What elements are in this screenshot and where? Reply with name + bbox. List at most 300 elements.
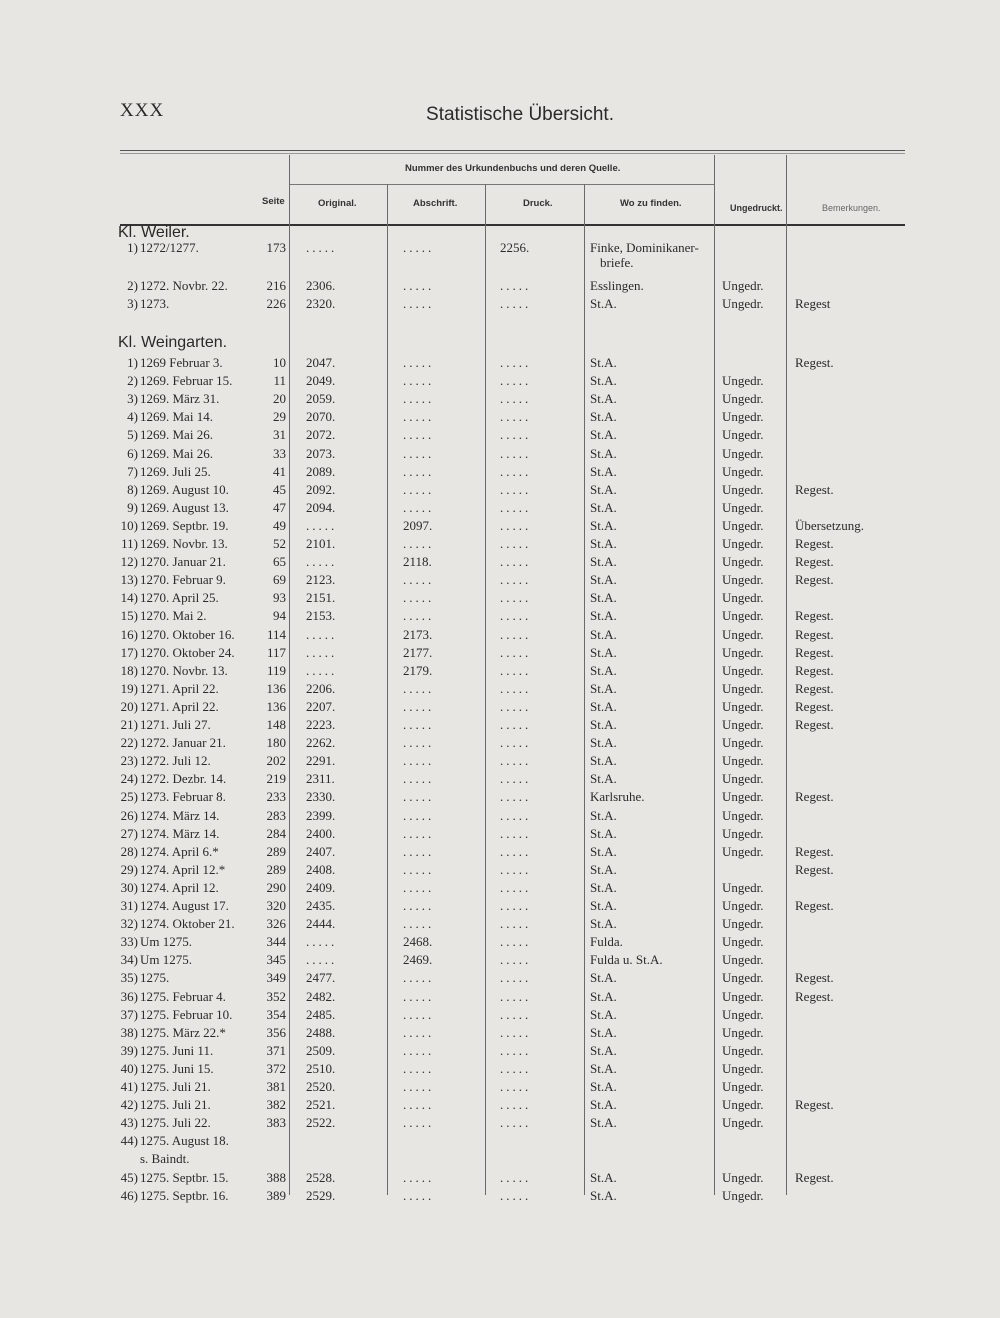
cell-nr: 46) [120,1187,138,1203]
cell-orig: 2528. [306,1169,336,1185]
cell-abschr: ..... [403,481,435,497]
cell-orig: 2206. [306,680,336,696]
cell-wo: Karlsruhe. [590,789,645,805]
cell-abschr: 2118. [403,554,432,570]
cell-ung: Ungedr. [722,445,764,461]
cell-seite: 289 [266,843,286,859]
cell-date: 1271. April 22. [140,680,219,696]
cell-ung: Ungedr. [722,536,764,551]
cell-date: 1275. Septbr. 15. [140,1169,229,1185]
cell-wo: St.A. [590,481,617,497]
cell-ung: Ungedr. [722,789,764,805]
cell-date: 1270. Mai 2. [140,608,207,624]
header-bottom-rule [120,224,905,226]
top-rule-thin [120,153,905,154]
cell-date: 1269. März 31. [140,391,220,407]
column-divider [714,155,715,1195]
header-original: Original. [318,198,357,209]
cell-nr: 4) [127,409,138,425]
cell-orig: 2408. [306,861,336,877]
cell-druck: ..... [500,1024,532,1040]
cell-bem: Regest. [795,698,834,714]
cell-druck: ..... [500,626,532,642]
cell-date: 1270. Februar 9. [140,572,226,588]
cell-date: 1275. Juni 15. [140,1060,214,1076]
cell-nr: 37) [120,1006,138,1022]
cell-seite: 65 [273,554,286,570]
cell-date: 1275. Juni 11. [140,1042,214,1058]
cell-orig: 2047. [306,355,336,370]
cell-ung: Ungedr. [722,463,764,479]
cell-ung: Ungedr. [722,1115,764,1131]
cell-bem: Regest. [795,554,834,570]
cell-seite: 233 [266,789,286,805]
cell-ung: Ungedr. [722,879,764,895]
cell-nr: 44) [120,1133,138,1149]
cell-date: 1272/1277. [140,240,199,255]
cell-nr: 38) [120,1024,138,1040]
cell-abschr: ..... [403,499,435,515]
cell-orig: 2477. [306,970,336,986]
cell-nr: 30) [120,879,138,895]
cell-bem: Regest. [795,717,834,732]
cell-date: 1274. April 12.* [140,861,226,877]
cell-wo: St.A. [590,879,617,895]
cell-druck: ..... [500,843,532,859]
cell-seite: 20 [273,391,286,407]
cell-nr: 6) [127,445,138,461]
cell-ung: Ungedr. [722,409,764,425]
cell-nr: 1) [127,355,138,370]
cell-nr: 12) [120,554,138,570]
cell-orig: 2435. [306,898,336,913]
cell-date: 1269. Novbr. 13. [140,536,228,551]
cell-abschr: ..... [403,608,435,624]
cell-date: 1269. August 13. [140,499,229,515]
cell-wo: St.A. [590,409,617,425]
cell-bem: Regest. [795,861,834,877]
cell-bem: Regest. [795,1169,834,1185]
cell-bem: Regest. [795,536,834,551]
cell-bem: Regest. [795,608,834,624]
cell-druck: ..... [500,355,532,370]
cell-orig: ..... [306,644,338,660]
cell-orig: 2407. [306,843,336,859]
cell-wo: St.A. [590,662,617,678]
cell-druck: ..... [500,499,532,515]
cell-abschr: ..... [403,970,435,986]
cell-wo: St.A. [590,843,617,859]
cell-date: 1275. Juli 21. [140,1079,211,1094]
cell-orig: 2073. [306,445,336,461]
cell-wo: St.A. [590,608,617,624]
column-divider [786,155,787,1195]
cell-seite: 381 [266,1079,286,1094]
cell-abschr: ..... [403,1115,435,1131]
cell-nr: 24) [120,771,138,787]
cell-orig: 2123. [306,572,336,588]
cell-orig: 2089. [306,463,336,479]
cell-orig: ..... [306,240,338,255]
cell-nr: 20) [120,698,138,714]
cell-wo: St.A. [590,1187,617,1203]
cell-abschr: ..... [403,463,435,479]
cell-date: s. Baindt. [140,1151,190,1167]
cell-date: 1269. August 10. [140,481,229,497]
cell-orig: 2092. [306,481,336,497]
cell-seite: 52 [273,536,286,551]
cell-date: 1274. März 14. [140,807,220,823]
cell-druck: 2256. [500,240,530,255]
cell-abschr: ..... [403,409,435,425]
cell-wo: St.A. [590,572,617,588]
cell-seite: 283 [266,807,286,823]
cell-date: 1275. [140,970,170,986]
cell-ung: Ungedr. [722,481,764,497]
cell-druck: ..... [500,278,532,293]
cell-orig: ..... [306,626,338,642]
cell-druck: ..... [500,662,532,678]
cell-date: 1270. Oktober 24. [140,644,235,660]
cell-nr: 31) [120,898,138,913]
page-number: XXX [120,100,165,121]
cell-bem: Regest. [795,898,834,913]
cell-orig: 2049. [306,373,336,389]
cell-orig: 2520. [306,1079,336,1094]
column-divider [289,155,290,1195]
cell-date: 1275. August 18. [140,1133,229,1149]
cell-abschr: ..... [403,1097,435,1113]
cell-nr: 21) [120,717,138,732]
cell-ung: Ungedr. [722,572,764,588]
cell-date: 1270. Januar 21. [140,554,226,570]
cell-abschr: ..... [403,572,435,588]
cell-nr: 3) [127,296,138,311]
cell-seite: 383 [266,1115,286,1131]
cell-nr: 42) [120,1097,138,1113]
cell-bem: Regest. [795,843,834,859]
cell-wo: St.A. [590,1006,617,1022]
cell-orig: 2444. [306,916,336,932]
cell-seite: 119 [266,662,286,678]
header-abschrift: Abschrift. [413,198,458,209]
cell-date: 1270. Novbr. 13. [140,662,228,678]
cell-date: 1274. April 6.* [140,843,219,859]
cell-nr: 13) [120,572,138,588]
cell-nr: 40) [120,1060,138,1076]
cell-wo: St.A. [590,463,617,479]
cell-nr: 2) [127,373,138,389]
cell-ung: Ungedr. [722,662,764,678]
cell-seite: 47 [273,499,286,515]
column-divider [485,184,486,1195]
cell-ung: Ungedr. [722,680,764,696]
cell-druck: ..... [500,771,532,787]
cell-abschr: ..... [403,807,435,823]
cell-wo: St.A. [590,1042,617,1058]
cell-date: 1272. Juli 12. [140,753,211,769]
cell-seite: 320 [266,898,286,913]
cell-ung: Ungedr. [722,1187,764,1203]
cell-druck: ..... [500,1042,532,1058]
cell-orig: 2400. [306,825,336,841]
section-title: Kl. Weiler. [118,224,190,241]
cell-seite: 389 [266,1187,286,1203]
cell-nr: 27) [120,825,138,841]
cell-abschr: ..... [403,843,435,859]
cell-seite: 29 [273,409,286,425]
cell-seite: 284 [266,825,286,841]
cell-date: 1275. Juli 21. [140,1097,211,1113]
cell-nr: 45) [120,1169,138,1185]
cell-orig: 2311. [306,771,335,787]
cell-bem: Übersetzung. [795,517,864,533]
cell-druck: ..... [500,373,532,389]
cell-ung: Ungedr. [722,1079,764,1094]
cell-wo: St.A. [590,1097,617,1113]
cell-orig: 2153. [306,608,336,624]
cell-abschr: ..... [403,717,435,732]
cell-druck: ..... [500,970,532,986]
cell-ung: Ungedr. [722,1042,764,1058]
cell-wo: St.A. [590,296,617,311]
cell-wo: Finke, Dominikaner- [590,240,699,255]
cell-nr: 41) [120,1079,138,1094]
cell-abschr: ..... [403,536,435,551]
cell-date: Um 1275. [140,934,192,950]
cell-ung: Ungedr. [722,427,764,443]
cell-abschr: ..... [403,1169,435,1185]
cell-abschr: 2179. [403,662,433,678]
cell-seite: 148 [266,717,286,732]
cell-abschr: ..... [403,1187,435,1203]
cell-abschr: ..... [403,861,435,877]
cell-wo: St.A. [590,590,617,606]
cell-bem: Regest. [795,988,834,1004]
cell-seite: 33 [273,445,286,461]
cell-orig: 2320. [306,296,336,311]
cell-date: 1273. Februar 8. [140,789,226,805]
cell-seite: 11 [273,373,286,389]
cell-wo: St.A. [590,825,617,841]
cell-ung: Ungedr. [722,1006,764,1022]
cell-ung: Ungedr. [722,278,764,293]
cell-orig: ..... [306,934,338,950]
cell-seite: 180 [266,735,286,751]
cell-ung: Ungedr. [722,916,764,932]
cell-date: 1269. Februar 15. [140,373,233,389]
cell-abschr: ..... [403,355,435,370]
cell-ung: Ungedr. [722,608,764,624]
header-group: Nummer des Urkundenbuchs und deren Quelle. [405,163,621,174]
cell-date: 1275. März 22.* [140,1024,226,1040]
cell-seite: 114 [266,626,286,642]
cell-date: 1271. Juli 27. [140,717,211,732]
cell-date: 1275. Februar 10. [140,1006,233,1022]
cell-nr: 19) [120,680,138,696]
cell-date: 1273. [140,296,170,311]
cell-druck: ..... [500,698,532,714]
cell-seite: 69 [273,572,286,588]
cell-abschr: 2173. [403,626,433,642]
cell-abschr: ..... [403,735,435,751]
cell-abschr: ..... [403,1060,435,1076]
cell-wo: St.A. [590,680,617,696]
cell-date: 1272. Dezbr. 14. [140,771,227,787]
cell-druck: ..... [500,1187,532,1203]
cell-wo: St.A. [590,1024,617,1040]
cell-date: 1275. Juli 22. [140,1115,211,1131]
cell-druck: ..... [500,1006,532,1022]
cell-nr: 25) [120,789,138,805]
cell-wo: Esslingen. [590,278,644,293]
cell-druck: ..... [500,879,532,895]
cell-orig: ..... [306,554,338,570]
cell-druck: ..... [500,753,532,769]
cell-seite: 388 [266,1169,286,1185]
cell-nr: 22) [120,735,138,751]
cell-orig: 2101. [306,536,336,551]
cell-nr: 35) [120,970,138,986]
cell-wo: St.A. [590,1169,617,1185]
cell-ung: Ungedr. [722,1024,764,1040]
cell-bem: Regest. [795,970,834,986]
cell-druck: ..... [500,409,532,425]
cell-nr: 2) [127,278,138,293]
cell-seite: 352 [266,988,286,1004]
cell-wo: St.A. [590,1115,617,1131]
cell-wo: St.A. [590,355,617,370]
cell-orig: 2072. [306,427,336,443]
cell-seite: 371 [266,1042,286,1058]
cell-wo: St.A. [590,916,617,932]
cell-wo: St.A. [590,735,617,751]
cell-nr: 16) [120,626,138,642]
cell-orig: 2094. [306,499,336,515]
cell-abschr: ..... [403,916,435,932]
cell-orig: 2509. [306,1042,336,1058]
cell-orig: 2223. [306,717,336,732]
cell-abschr: ..... [403,1079,435,1094]
cell-nr: 33) [120,934,138,950]
cell-nr: 17) [120,644,138,660]
cell-orig: ..... [306,517,338,533]
cell-abschr: ..... [403,373,435,389]
cell-date: 1274. April 12. [140,879,219,895]
cell-seite: 382 [266,1097,286,1113]
cell-date: 1269. Mai 14. [140,409,213,425]
cell-seite: 226 [266,296,286,311]
cell-date: 1275. Februar 4. [140,988,226,1004]
cell-druck: ..... [500,898,532,913]
cell-nr: 9) [127,499,138,515]
cell-abschr: 2469. [403,952,433,968]
cell-date: 1270. Oktober 16. [140,626,235,642]
cell-seite: 354 [266,1006,286,1022]
header-wo: Wo zu finden. [620,198,682,209]
cell-orig: 2151. [306,590,336,606]
cell-seite: 344 [266,934,286,950]
cell-druck: ..... [500,1079,532,1094]
column-divider [387,184,388,1195]
cell-ung: Ungedr. [722,988,764,1004]
cell-abschr: ..... [403,825,435,841]
cell-druck: ..... [500,572,532,588]
cell-ung: Ungedr. [722,843,764,859]
cell-ung: Ungedr. [722,1097,764,1113]
cell-nr: 34) [120,952,138,968]
cell-seite: 45 [273,481,286,497]
cell-date: 1269. Juli 25. [140,463,211,479]
cell-druck: ..... [500,608,532,624]
cell-date: 1269. Mai 26. [140,427,213,443]
cell-nr: 5) [127,427,138,443]
page-title: Statistische Übersicht. [426,104,614,125]
cell-seite: 94 [273,608,286,624]
cell-bem: Regest. [795,680,834,696]
cell-ung: Ungedr. [722,499,764,515]
cell-abschr: ..... [403,988,435,1004]
cell-abschr: ..... [403,278,435,293]
cell-ung: Ungedr. [722,644,764,660]
cell-druck: ..... [500,988,532,1004]
cell-seite: 349 [266,970,286,986]
cell-wo: St.A. [590,698,617,714]
cell-abschr: ..... [403,789,435,805]
cell-druck: ..... [500,789,532,805]
cell-ung: Ungedr. [722,590,764,606]
cell-druck: ..... [500,861,532,877]
cell-druck: ..... [500,463,532,479]
cell-wo: St.A. [590,753,617,769]
cell-seite: 356 [266,1024,286,1040]
cell-wo: St.A. [590,771,617,787]
cell-ung: Ungedr. [722,373,764,389]
cell-druck: ..... [500,517,532,533]
cell-ung: Ungedr. [722,717,764,732]
cell-druck: ..... [500,952,532,968]
cell-abschr: ..... [403,240,435,255]
cell-seite: 326 [266,916,286,932]
cell-orig: ..... [306,952,338,968]
cell-nr: 1) [127,240,138,255]
cell-seite: 290 [266,879,286,895]
cell-date: 1272. Januar 21. [140,735,226,751]
cell-wo: St.A. [590,807,617,823]
cell-orig: 2510. [306,1060,336,1076]
cell-wo: St.A. [590,626,617,642]
cell-wo: St.A. [590,1079,617,1094]
cell-ung: Ungedr. [722,753,764,769]
cell-druck: ..... [500,590,532,606]
cell-abschr: ..... [403,1006,435,1022]
cell-nr: 8) [127,481,138,497]
cell-wo: St.A. [590,988,617,1004]
cell-abschr: ..... [403,898,435,913]
cell-nr: 43) [120,1115,138,1131]
cell-date: 1269 Februar 3. [140,355,223,370]
cell-wo: St.A. [590,445,617,461]
cell-bem: Regest [795,296,831,311]
cell-wo: St.A. [590,1060,617,1076]
cell-abschr: ..... [403,1042,435,1058]
cell-abschr: ..... [403,698,435,714]
cell-wo: St.A. [590,554,617,570]
cell-nr: 7) [127,463,138,479]
cell-druck: ..... [500,1097,532,1113]
cell-druck: ..... [500,680,532,696]
cell-druck: ..... [500,1169,532,1185]
